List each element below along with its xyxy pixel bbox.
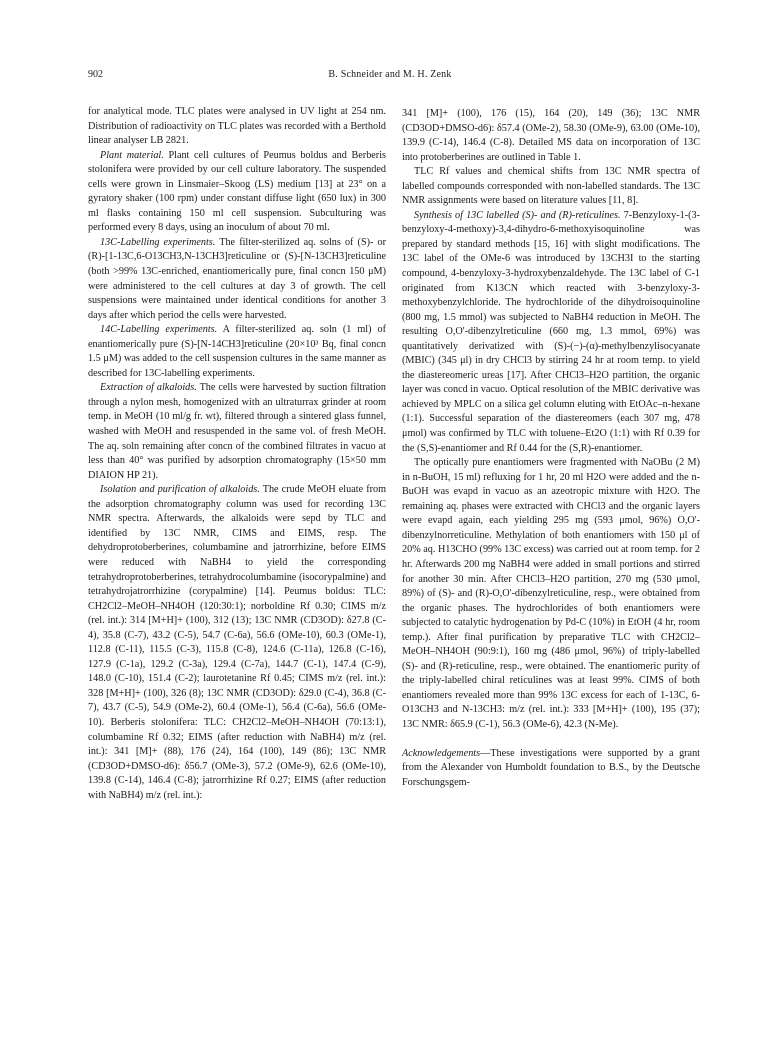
section-title: Isolation and purification of alkaloids.: [100, 484, 260, 496]
paragraph: [88, 105, 386, 149]
section-title: Extraction of alkaloids.: [100, 382, 197, 394]
paragraph-text: TLC Rf values and chemical shifts from 13C NMR spectra of labelled compounds corresponded with non-labelled standards. The 13C NMR assignments were based on literature values [11, 8].: [402, 166, 700, 207]
right-column: [402, 107, 700, 790]
paragraph-text: A filter-sterilized aq. soln (1 ml) of enantiomerically pure (S)-[N-14CH3]reticuline (20×10³ Bq, final concn 1.5 μM) was added to the cell suspension cultures in the same manner as described for 13C-labelling experiments.: [88, 324, 386, 379]
paragraph: [88, 323, 386, 381]
paragraph-text: The optically pure enantiomers were fragmented with NaOBu (2 M) in n-BuOH, 15 ml) refluxing for 1 hr, 20 ml H2O were added and the n-BuOH was evapd in vacuo as an azeotropic mixture with H2O. The remaining aq. phases were extracted with CHCl3 and the organic layers were evapd again, each yielding 295 mg (593 μmol, 96%) O,O'-dibenzylnorreticuline. Methylation of both enantiomers with 150 μl of 20% aq. H13CHO (99% 13C excess) was carried out at room temp. for 2 hr. Afterwards 200 mg NaBH4 were added in small portions and stirred for another 30 min. After CHCl3–H2O partition, 270 mg (530 μmol, 89%) of (S)- and (R)-O,O'-dibenzylreticuline, resp., were obtained from the organic phases. The hydrochlorides of both enantiomers were subjected to catalytic hydrogenation by Pd-C (10%) in EtOH (4 hr, room temp.). After final purification by preparative TLC with CH2Cl2–MeOH–NH4OH (90:9:1), 160 mg (486 μmol, 96%) of triply-labelled (S)- and (R)-reticuline, resp., were obtained. The enantiomeric purity of the triply-labelled chiral reticulines was at least 99%. CIMS of both enantiomers revealed more than 99% 13C excess for each of 1-13C, 6-O13CH3 and N-13CH3: m/z (rel. int.): 333 [M+H]+ (100), 195 (37); 13C NMR: δ65.9 (C-1), 56.3 (OMe-6), 42.3 (N-Me).: [402, 457, 700, 730]
paragraph: [402, 456, 700, 732]
paragraph: [402, 165, 700, 209]
section-title: Synthesis of 13C labelled (S)- and (R)-reticulines.: [414, 209, 621, 221]
section-title: Acknowledgements: [402, 747, 481, 759]
section-title: Plant material.: [100, 149, 164, 161]
paragraph-text: Plant cell cultures of Peumus boldus and Berberis stolonifera were provided by our cell culture laboratory. The suspended cells were grown in Linsmaier–Skoog (LS) medium [13] at 23° on a gyratory shaker (100 rpm) under constant diffuse light (650 lux) in 300 ml flasks containing 150 ml cell suspension. Subculturing was performed every 8 days, using an inoculum of about 70 ml.: [88, 149, 386, 234]
paragraph: [88, 149, 386, 236]
paragraph-text: —These investigations were supported by a grant from the Alexander von Humboldt foundation to B.S., by the Deutsche Forschungsgem-: [402, 747, 700, 788]
page-number: 902: [88, 69, 103, 80]
paragraph: [88, 483, 386, 803]
section-title: 14C-Labelling experiments.: [100, 324, 218, 336]
paragraph-text: 341 [M]+ (100), 176 (15), 164 (20), 149 (36); 13C NMR (CD3OD+DMSO-d6): δ57.4 (OMe-2), 58.30 (OMe-9), 63.00 (OMe-10), 139.9 (C-14), 146.4 (C-8). Detailed MS data on incorporation of 13C into protoberberines are outlined in Table 1.: [402, 108, 700, 163]
paragraph-text: 7-Benzyloxy-1-(3-benzyloxy-4-methoxy)-3,4-dihydro-6-methoxyisoquinoline was prepared by standard methods [15, 16] with slight modifications. The 13C label of the OMe-6 was introduced by 13CH3I to the starting compound, 4-benzyloxy-3-hydroxybenzaldehyde. The 13C label of C-1 originated from K13CN which reacted with 3-benzyloxy-3-methoxybenzylchloride. The hydrochloride of the dihydroisoquinoline (800 mg, 1.5 mmol) was subjected to NaBH4 reduction in MeOH. The resulting O,O'-dibenzylreticuline (660 mg, 1.3 mmol, 69%) was quantitatively derivatized with (S)-(−)-(α)-methylbenzylisocyanate (MBIC) (345 μl) in dry CHCl3 by stirring 24 hr at room temp. to yield the diastereomeric ureas [17]. After CHCl3–H2O partition, the organic layer was concd in vacuo. Optical resolution of the MBIC derivative was achieved by MPLC on a silica gel column eluting with EtOAc–n-hexane (1:1). Successful separation of the diastereomers (each 307 mg, 478 μmol) was confirmed by TLC with toluene–Et2O (1:1) with Rf 0.39 for the (S,S)-enantiomer and Rf 0.44 for the (S,R)-enantiomer.: [402, 209, 701, 454]
paragraph-text: The crude MeOH eluate from the adsorption chromatography column was used for recording 13C NMR spectra. Afterwards, the alkaloids were sepd by TLC and identified by 13C NMR, CIMS and EIMS, resp. The dehydroprotoberberines, columbamine and jatrorrhizine, before EIMS were reduced with NaBH4 to yield the corresponding tetrahydroprotoberberines, tetrahydrocolumbamine (isocorypalmine) and tetrahydrojatrorrhizine (corypalmine) [14]. Peumus boldus: TLC: CH2Cl2–MeOH–NH4OH (120:30:1); norboldine Rf 0.30; CIMS m/z (rel. int.): 314 [M+H]+ (100), 312 (13); 13C NMR (CD3OD): δ27.8 (C-4), 35.8 (C-7), 43.2 (C-5), 54.7 (C-6a), 56.6 (OMe-10), 60.3 (OMe-1), 112.8 (C-11), 115.5 (C-3), 115.8 (C-8), 124.6 (C-11a), 126.8 (C-16), 127.9 (C-1a), 129.2 (C-3a), 129.4 (C-7a), 144.7 (C-1), 147.4 (C-9), 148.0 (C-10), 151.4 (C-2); laurotetanine Rf 0.45; CIMS m/z (rel. int.): 328 [M+H]+ (100), 326 (8); 13C NMR (CD3OD): δ29.0 (C-4), 36.8 (C-7), 43.7 (C-5), 54.9 (OMe-2), 60.4 (OMe-1), 56.4 (C-6a), 56.6 (OMe-10). Berberis stolonifera: TLC: CH2Cl2–MeOH–NH4OH (70:13:1), columbamine Rf 0.32; EIMS (after reduction with NaBH4) m/z (rel. int.): 341 [M]+ (88), 176 (24), 164 (100), 149 (86); 13C NMR (CD3OD+DMSO-d6): δ56.7 (OMe-3), 57.2 (OMe-9), 62.6 (OMe-10), 139.8 (C-14), 146.4 (C-8); jatrorrhizine Rf 0.27; EIMS (after reduction with NaBH4) m/z (rel. int.):: [88, 484, 386, 801]
left-column: [88, 105, 386, 803]
paragraph: [402, 107, 700, 165]
paragraph-text: The cells were harvested by suction filtration through a nylon mesh, homogenized with an ultraturrax grinder at room temp. in MeOH (10 ml/g fr. wt), filtered through a sintered glass funnel, washed with MeOH and resuspended in the same vol. of fresh MeOH. The aq. soln remaining after concn of the combined filtrates in vacuo at less than 40° was purified by adsorption chromatography (15×50 mm DIAION HP 21).: [88, 382, 386, 481]
paragraph: [402, 209, 700, 456]
acknowledgements: [402, 747, 700, 791]
paragraph-text: The filter-sterilized aq. solns of (S)- or (R)-[1-13C,6-O13CH3,N-13CH3]reticuline or (S)-[N-13CH3]reticuline (both >99% 13C-enriched, enantiomerically pure, final concn 150 μM) were administered to the cell cultures at day 3 of growth. The cell suspensions were maintained under identical conditions for another 3 days after which period the cells were harvested.: [88, 236, 386, 321]
running-head: [88, 68, 692, 82]
paragraph: [88, 381, 386, 483]
section-title: 13C-Labelling experiments.: [100, 236, 216, 248]
paragraph-text: for analytical mode. TLC plates were analysed in UV light at 254 nm. Distribution of radioactivity on TLC plates was recorded with a Berthold linear analyser LB 2821.: [88, 106, 386, 147]
running-title: B. Schneider and M. H. Zenk: [328, 69, 452, 80]
paragraph: [88, 236, 386, 323]
